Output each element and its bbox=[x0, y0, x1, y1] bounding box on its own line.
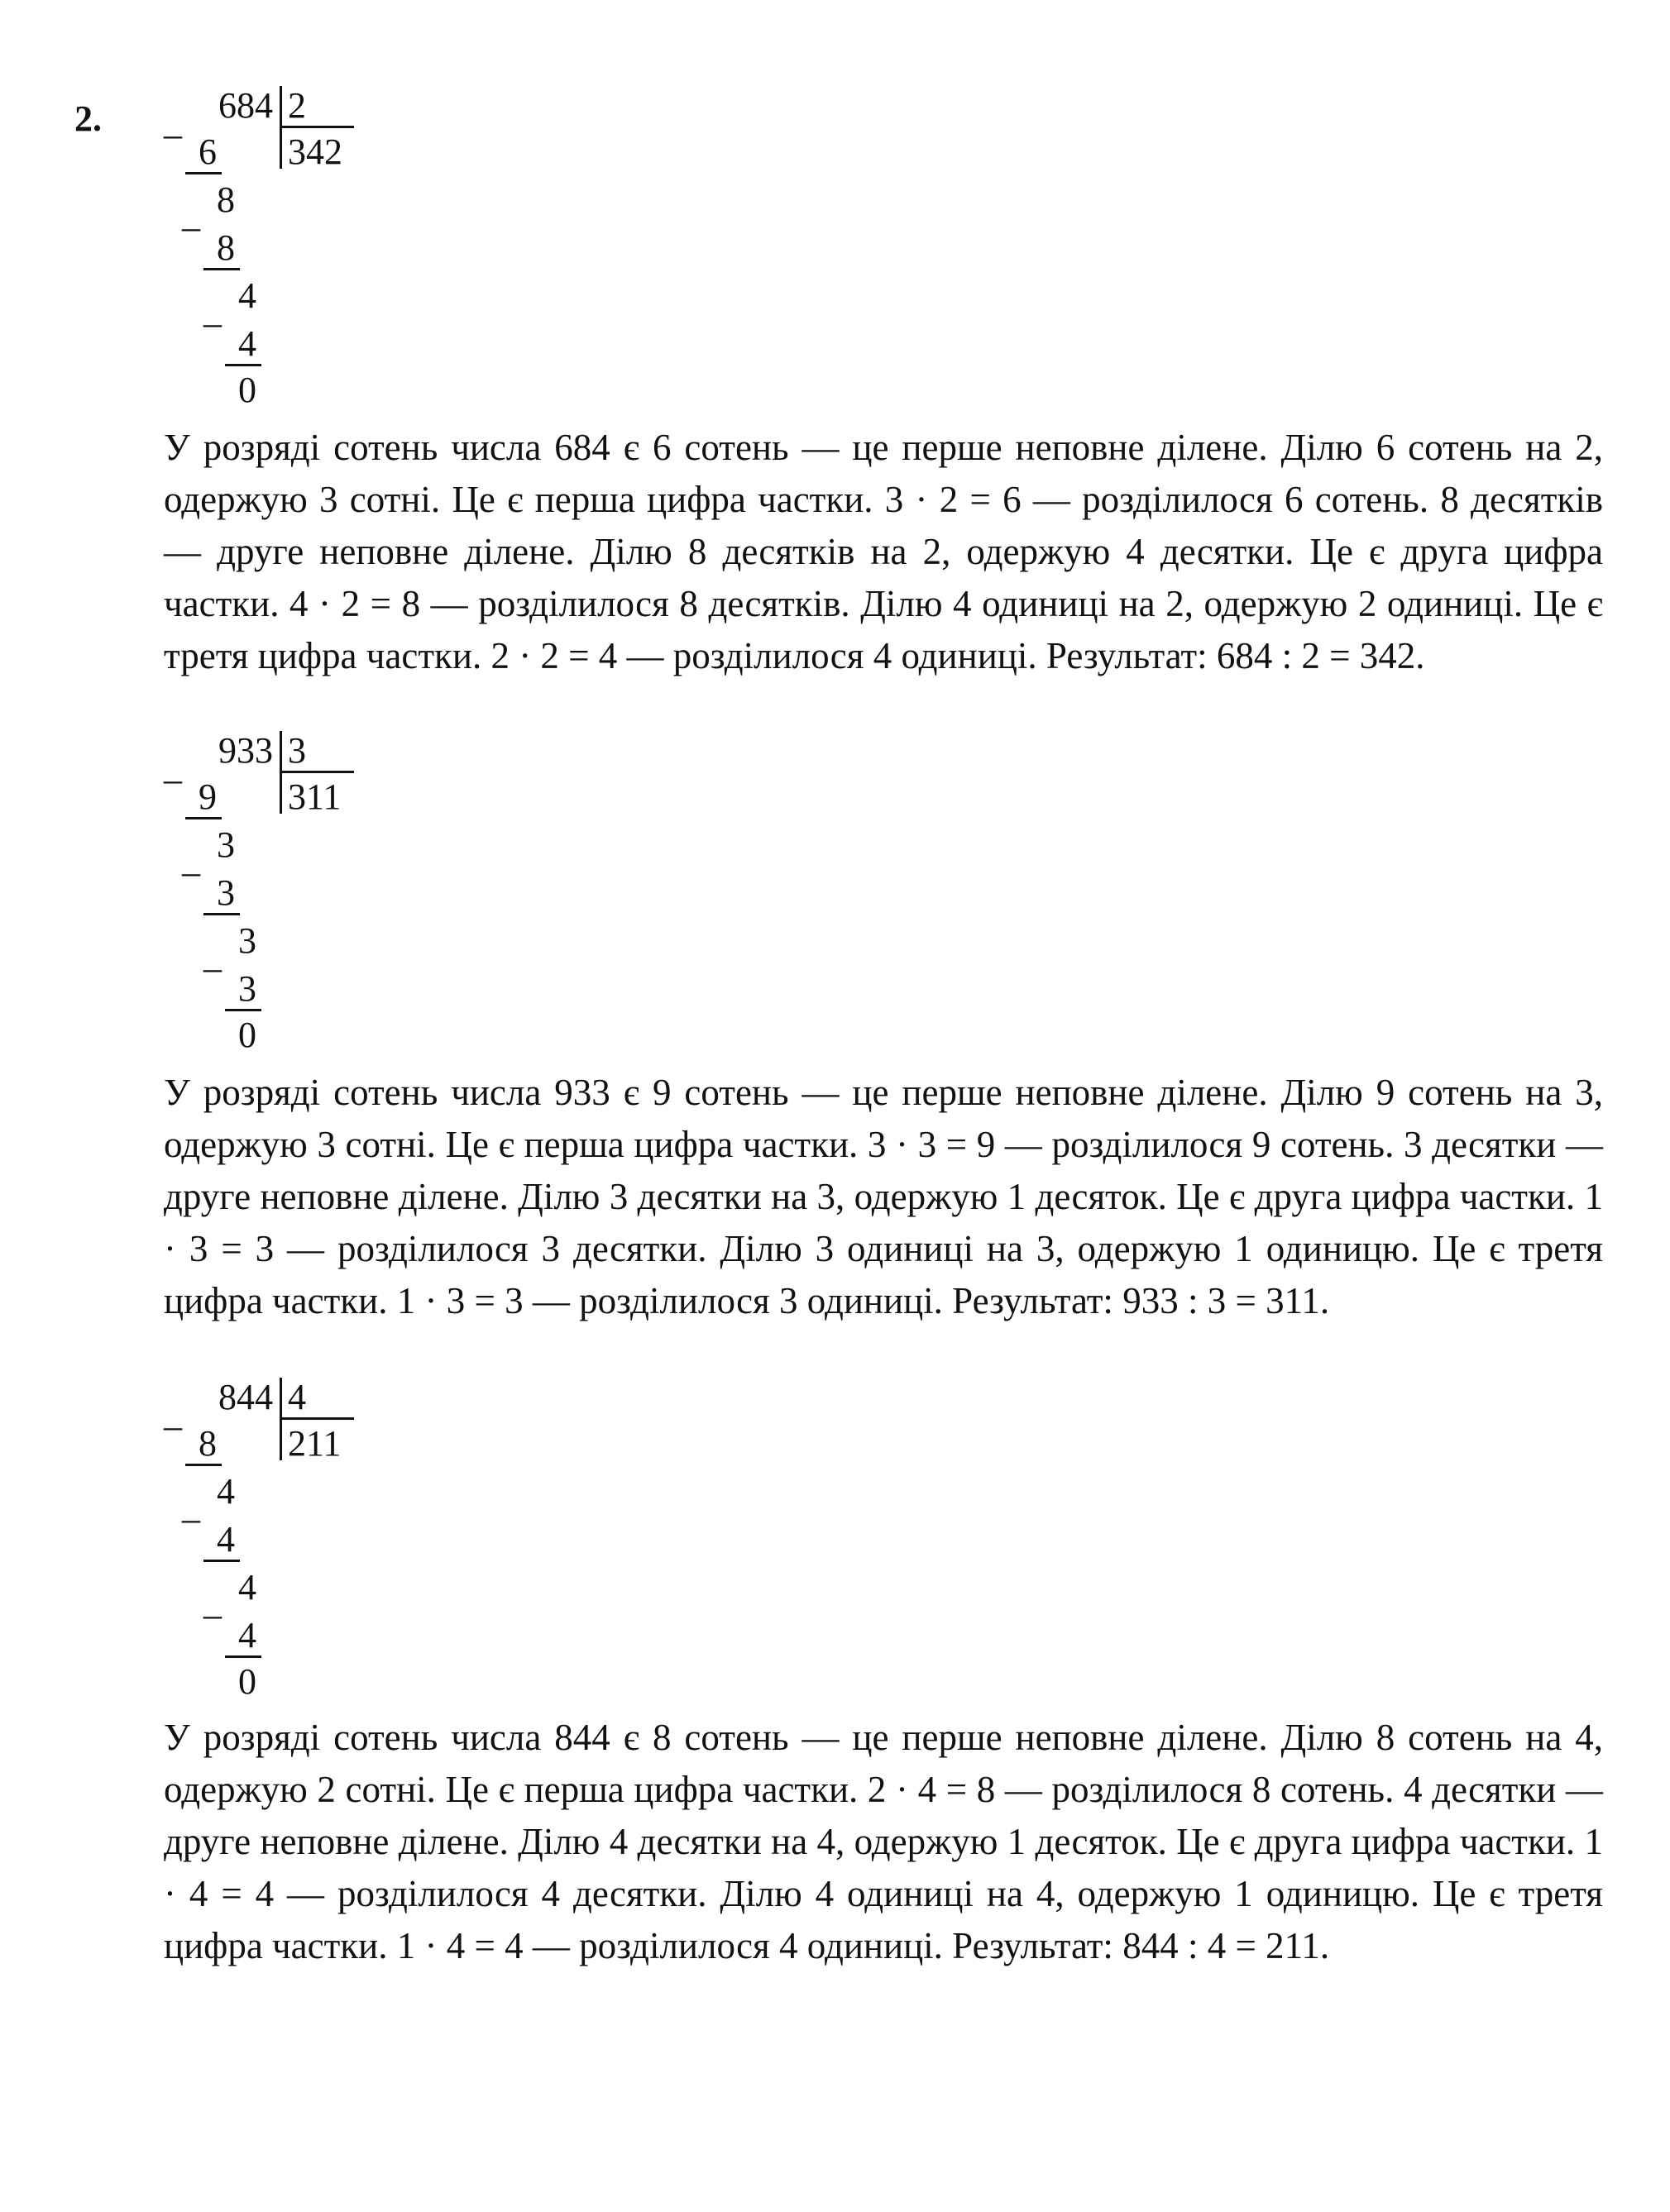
step-subtrahend: 3 bbox=[217, 872, 235, 913]
step-subtrahend: 3 bbox=[238, 968, 256, 1009]
step-underline bbox=[203, 1560, 240, 1562]
dividend: 844 bbox=[218, 1377, 273, 1417]
minus-sign: _ bbox=[203, 1582, 222, 1622]
minus-sign: _ bbox=[182, 1486, 200, 1526]
step-remainder: 4 bbox=[238, 1567, 256, 1608]
minus-sign: _ bbox=[164, 747, 182, 787]
divisor-line bbox=[280, 1417, 354, 1420]
step-subtrahend: 4 bbox=[238, 323, 256, 364]
minus-sign: _ bbox=[164, 1393, 182, 1434]
quotient: 311 bbox=[288, 776, 342, 817]
final-remainder: 0 bbox=[238, 1015, 256, 1055]
explanation-paragraph: У розряді сотень числа 933 є 9 сотень — це перше неповне ділене. Ділю 9 сотень на 3, одержую 3 сотні. Це є перша цифра частки. 3 · 3 = 9 — розділилося 9 сотень. 3 десятки — друге неповне ділене. Ділю 3 десятки на 3, одержую 1 десяток. Це є друга цифра частки. 1 · 3 = 3 — розділилося 3 десятки. Ділю 3 одиниці на 3, одержую 1 одиницю. Це є третя цифра частки. 1 · 3 = 3 — розділилося 3 одиниці. Результат: 933 : 3 = 311. bbox=[164, 1072, 1603, 1321]
divisor-line bbox=[280, 771, 354, 773]
long-division-2 bbox=[164, 728, 395, 1058]
step-remainder: 3 bbox=[217, 824, 235, 865]
step-underline bbox=[225, 364, 261, 366]
step-underline bbox=[225, 1655, 261, 1658]
final-remainder: 0 bbox=[238, 1661, 256, 1702]
step-underline bbox=[225, 1009, 261, 1011]
step-remainder: 3 bbox=[238, 920, 256, 961]
explanation-paragraph: У розряді сотень числа 844 є 8 сотень — це перше неповне ділене. Ділю 8 сотень на 4, одержую 2 сотні. Це є перша цифра частки. 2 · 4 = 8 — розділилося 8 сотень. 4 десятки — друге неповне ділене. Ділю 4 десятки на 4, одержую 1 десяток. Це є друга цифра частки. 1 · 4 = 4 — розділилося 4 десятки. Ділю 4 одиниці на 4, одержую 1 одиницю. Це є третя цифра частки. 1 · 4 = 4 — розділилося 4 одиниці. Результат: 844 : 4 = 211. bbox=[164, 1717, 1603, 1966]
step-remainder: 4 bbox=[217, 1471, 235, 1512]
minus-sign: _ bbox=[164, 102, 182, 142]
divisor-line bbox=[280, 126, 354, 128]
quotient: 211 bbox=[288, 1423, 342, 1464]
long-division-3 bbox=[164, 1374, 395, 1705]
step-remainder: 8 bbox=[217, 179, 235, 220]
step-subtrahend: 4 bbox=[217, 1519, 235, 1560]
divisor: 2 bbox=[288, 85, 306, 126]
step-underline bbox=[185, 172, 222, 174]
explanation-paragraph: У розряді сотень числа 684 є 6 сотень — це перше неповне ділене. Ділю 6 сотень на 2, одержую 3 сотні. Це є перша цифра частки. 3 · 2 = 6 — розділилося 6 сотень. 8 десятків — друге неповне ділене. Ділю 8 десятків на 2, одержую 4 десятки. Це є друга цифра частки. 4 · 2 = 8 — розділилося 8 десятків. Ділю 4 одиниці на 2, одержую 2 одиниці. Це є третя цифра частки. 2 · 2 = 4 — розділилося 4 одиниці. Результат: 684 : 2 = 342. bbox=[164, 427, 1603, 676]
step-underline bbox=[185, 1464, 222, 1466]
step-subtrahend: 8 bbox=[217, 227, 235, 268]
exercise-number: 2. bbox=[74, 98, 102, 139]
step-underline bbox=[203, 268, 240, 270]
minus-sign: _ bbox=[182, 194, 200, 235]
minus-sign: _ bbox=[182, 839, 200, 880]
quotient: 342 bbox=[288, 131, 342, 172]
step-subtrahend: 6 bbox=[199, 131, 217, 172]
minus-sign: _ bbox=[203, 290, 222, 331]
divisor: 4 bbox=[288, 1377, 306, 1417]
minus-sign: _ bbox=[203, 935, 222, 976]
dividend: 684 bbox=[218, 85, 273, 126]
step-subtrahend: 9 bbox=[199, 776, 217, 817]
step-subtrahend: 8 bbox=[199, 1423, 217, 1464]
divisor: 3 bbox=[288, 730, 306, 771]
dividend: 933 bbox=[218, 730, 273, 771]
step-remainder: 4 bbox=[238, 275, 256, 316]
final-remainder: 0 bbox=[238, 370, 256, 410]
long-division-1 bbox=[164, 83, 395, 413]
step-underline bbox=[203, 913, 240, 915]
step-underline bbox=[185, 817, 222, 819]
step-subtrahend: 4 bbox=[238, 1615, 256, 1655]
